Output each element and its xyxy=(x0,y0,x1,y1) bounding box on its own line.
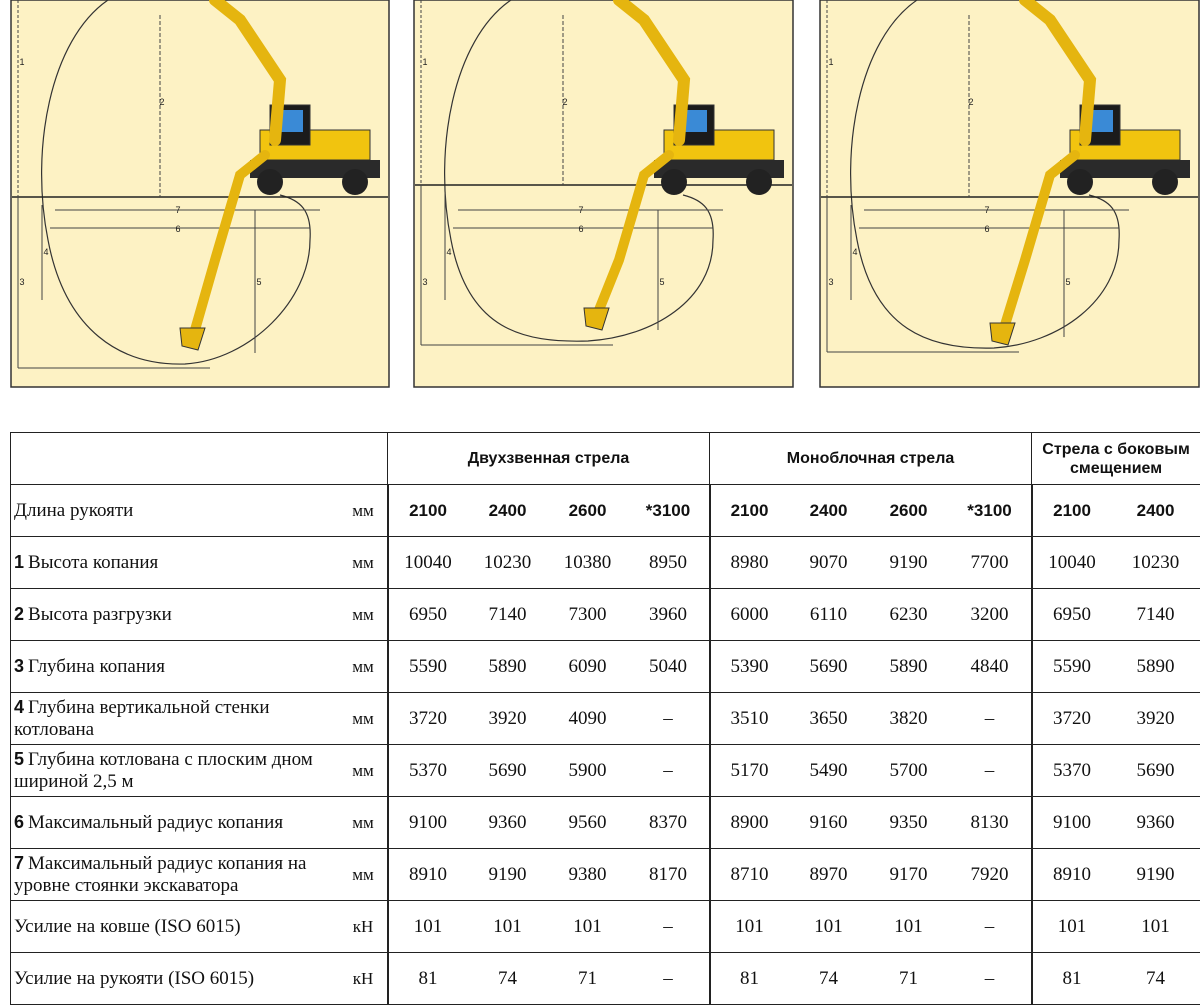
spec-row-number: 7 xyxy=(14,853,24,873)
spec-value-cell: 74 xyxy=(1112,953,1200,1005)
dimension-marker-6: 6 xyxy=(984,224,989,234)
spec-row-label: Глубина вертикальной стенки котлована xyxy=(14,697,270,740)
arm-length-unit: мм xyxy=(340,485,388,537)
spec-value-cell: 3650 xyxy=(789,693,869,745)
group-header-two-piece-boom: Двухзвенная стрела xyxy=(388,433,710,485)
spec-value-cell: 7920 xyxy=(949,849,1032,901)
spec-value-cell: 6950 xyxy=(1032,589,1112,641)
spec-row xyxy=(11,953,1200,1005)
spec-value-cell: 3960 xyxy=(628,589,710,641)
spec-row-number: 2 xyxy=(14,604,24,624)
spec-value-cell: 7140 xyxy=(468,589,548,641)
spec-value-cell: 101 xyxy=(869,901,949,953)
spec-value-cell: 9160 xyxy=(789,797,869,849)
spec-value-cell: 7300 xyxy=(548,589,628,641)
spec-value-cell: 9100 xyxy=(388,797,468,849)
spec-value-cell: 8370 xyxy=(628,797,710,849)
spec-value-cell: 6950 xyxy=(388,589,468,641)
spec-value-cell: 5690 xyxy=(468,745,548,797)
spec-row-number: 4 xyxy=(14,697,24,717)
spec-row-label: Максимальный радиус копания xyxy=(28,812,283,833)
arm-length-value: 2600 xyxy=(869,485,949,537)
working-range-diagram-2 xyxy=(413,0,794,388)
spec-value-cell: 3510 xyxy=(710,693,789,745)
spec-value-cell: 9380 xyxy=(548,849,628,901)
dimension-marker-5: 5 xyxy=(256,277,261,287)
spec-value-cell: – xyxy=(628,953,710,1005)
spec-value-cell: 5590 xyxy=(1032,641,1112,693)
arm-length-value: *3100 xyxy=(628,485,710,537)
excavator-wheel xyxy=(746,169,772,195)
working-range-diagram-1 xyxy=(10,0,390,388)
spec-value-cell: 71 xyxy=(548,953,628,1005)
spec-value-cell: 5690 xyxy=(789,641,869,693)
spec-row-unit: мм xyxy=(340,641,388,693)
spec-value-cell: 4840 xyxy=(949,641,1032,693)
arm-length-label: Длина рукояти xyxy=(11,485,340,537)
spec-value-cell: 101 xyxy=(468,901,548,953)
spec-value-cell: 10230 xyxy=(1112,537,1200,589)
excavator-wheel xyxy=(257,169,283,195)
spec-value-cell: 81 xyxy=(1032,953,1112,1005)
spec-value-cell: 10040 xyxy=(1032,537,1112,589)
dimension-marker-2: 2 xyxy=(159,97,164,107)
spec-row-label-cell xyxy=(11,901,340,953)
spec-value-cell: 8130 xyxy=(949,797,1032,849)
arm-length-row xyxy=(11,485,1200,537)
arm-length-value: 2100 xyxy=(710,485,789,537)
spec-row-label: Глубина котлована с плоским дном шириной 2,5 м xyxy=(14,749,313,792)
spec-row-label: Глубина копания xyxy=(28,656,165,677)
spec-row-unit: кН xyxy=(340,953,388,1005)
spec-row-label: Усилие на рукояти (ISO 6015) xyxy=(14,968,254,989)
spec-row-number: 3 xyxy=(14,656,24,676)
spec-value-cell: 6230 xyxy=(869,589,949,641)
spec-row-unit: мм xyxy=(340,745,388,797)
spec-value-cell: 10230 xyxy=(468,537,548,589)
spec-value-cell: 10380 xyxy=(548,537,628,589)
spec-value-cell: 5490 xyxy=(789,745,869,797)
group-header-mono-boom: Моноблочная стрела xyxy=(710,433,1032,485)
specifications-table xyxy=(10,432,1200,1005)
spec-value-cell: 3720 xyxy=(388,693,468,745)
spec-row-label-cell xyxy=(11,537,340,589)
spec-value-cell: 9070 xyxy=(789,537,869,589)
spec-value-cell: 8170 xyxy=(628,849,710,901)
dimension-marker-7: 7 xyxy=(984,205,989,215)
spec-value-cell: – xyxy=(628,901,710,953)
excavator-wheel xyxy=(661,169,687,195)
spec-row-label: Максимальный радиус копания на уровне стоянки экскаватора xyxy=(14,853,306,896)
spec-row-unit: мм xyxy=(340,849,388,901)
excavator-wheel xyxy=(342,169,368,195)
dimension-marker-3: 3 xyxy=(422,277,427,287)
dimension-marker-1: 1 xyxy=(422,57,427,67)
spec-value-cell: 5890 xyxy=(869,641,949,693)
dimension-marker-5: 5 xyxy=(659,277,664,287)
spec-value-cell: 74 xyxy=(468,953,548,1005)
dimension-marker-7: 7 xyxy=(175,205,180,215)
spec-row-label-cell xyxy=(11,745,340,797)
spec-value-cell: 8910 xyxy=(388,849,468,901)
spec-row-number: 6 xyxy=(14,812,24,832)
spec-value-cell: 7700 xyxy=(949,537,1032,589)
spec-value-cell: 7140 xyxy=(1112,589,1200,641)
spec-value-cell: 9360 xyxy=(468,797,548,849)
spec-row xyxy=(11,901,1200,953)
spec-row-label: Высота разгрузки xyxy=(28,604,172,625)
excavator-wheel xyxy=(1067,169,1093,195)
arm-length-value: 2400 xyxy=(468,485,548,537)
spec-row-label: Высота копания xyxy=(28,552,158,573)
spec-value-cell: 101 xyxy=(710,901,789,953)
spec-value-cell: 8980 xyxy=(710,537,789,589)
spec-row-number: 1 xyxy=(14,552,24,572)
diagram-canvas xyxy=(10,0,390,388)
spec-value-cell: 6110 xyxy=(789,589,869,641)
group-header-row xyxy=(11,433,1200,485)
spec-value-cell: 8900 xyxy=(710,797,789,849)
spec-value-cell: 6000 xyxy=(710,589,789,641)
spec-value-cell: 5590 xyxy=(388,641,468,693)
spec-value-cell: 101 xyxy=(789,901,869,953)
dimension-marker-4: 4 xyxy=(852,247,857,257)
spec-row xyxy=(11,745,1200,797)
spec-value-cell: 8970 xyxy=(789,849,869,901)
spec-value-cell: 9170 xyxy=(869,849,949,901)
spec-value-cell: 9100 xyxy=(1032,797,1112,849)
spec-row-label-cell xyxy=(11,849,340,901)
diagram-background xyxy=(414,0,793,387)
dimension-marker-6: 6 xyxy=(175,224,180,234)
dimension-marker-4: 4 xyxy=(43,247,48,257)
spec-row xyxy=(11,849,1200,901)
excavator-wheel xyxy=(1152,169,1178,195)
spec-row xyxy=(11,589,1200,641)
spec-value-cell: 101 xyxy=(388,901,468,953)
spec-value-cell: 9190 xyxy=(1112,849,1200,901)
dimension-marker-3: 3 xyxy=(828,277,833,287)
dimension-marker-2: 2 xyxy=(562,97,567,107)
dimension-marker-4: 4 xyxy=(446,247,451,257)
spec-row-label-cell xyxy=(11,589,340,641)
spec-value-cell: 5040 xyxy=(628,641,710,693)
spec-value-cell: – xyxy=(949,693,1032,745)
arm-length-value: 2600 xyxy=(548,485,628,537)
spec-value-cell: 101 xyxy=(1112,901,1200,953)
spec-value-cell: 5170 xyxy=(710,745,789,797)
spec-row-label-cell xyxy=(11,641,340,693)
spec-value-cell: 81 xyxy=(388,953,468,1005)
group-header-offset-boom: Стрела с боковым смещением xyxy=(1032,433,1200,485)
spec-value-cell: 3720 xyxy=(1032,693,1112,745)
spec-value-cell: 74 xyxy=(789,953,869,1005)
spec-row-unit: кН xyxy=(340,901,388,953)
dimension-marker-1: 1 xyxy=(19,57,24,67)
spec-row-unit: мм xyxy=(340,589,388,641)
spec-value-cell: – xyxy=(949,953,1032,1005)
spec-row-unit: мм xyxy=(340,797,388,849)
dimension-marker-2: 2 xyxy=(968,97,973,107)
arm-length-value: 2400 xyxy=(789,485,869,537)
spec-value-cell: – xyxy=(949,745,1032,797)
dimension-marker-5: 5 xyxy=(1065,277,1070,287)
spec-value-cell: 9560 xyxy=(548,797,628,849)
spec-value-cell: 8710 xyxy=(710,849,789,901)
arm-length-value: 2400 xyxy=(1112,485,1200,537)
spec-row-unit: мм xyxy=(340,537,388,589)
spec-row-label-cell xyxy=(11,693,340,745)
spec-row xyxy=(11,537,1200,589)
spec-value-cell: – xyxy=(628,693,710,745)
spec-value-cell: 3920 xyxy=(468,693,548,745)
spec-row xyxy=(11,693,1200,745)
spec-row-label-cell xyxy=(11,797,340,849)
spec-value-cell: 8910 xyxy=(1032,849,1112,901)
spec-value-cell: 81 xyxy=(710,953,789,1005)
spec-value-cell: 5370 xyxy=(388,745,468,797)
arm-length-value: 2100 xyxy=(388,485,468,537)
working-range-diagram-3 xyxy=(819,0,1200,388)
spec-value-cell: 5700 xyxy=(869,745,949,797)
arm-length-value: 2100 xyxy=(1032,485,1112,537)
header-empty-cell xyxy=(11,433,388,485)
arm-length-value: *3100 xyxy=(949,485,1032,537)
spec-value-cell: 5390 xyxy=(710,641,789,693)
spec-row-label-cell xyxy=(11,953,340,1005)
diagram-canvas xyxy=(413,0,794,388)
spec-value-cell: – xyxy=(949,901,1032,953)
spec-value-cell: 9350 xyxy=(869,797,949,849)
spec-value-cell: 3820 xyxy=(869,693,949,745)
spec-value-cell: 9360 xyxy=(1112,797,1200,849)
spec-row xyxy=(11,641,1200,693)
spec-row-number: 5 xyxy=(14,749,24,769)
spec-value-cell: 5370 xyxy=(1032,745,1112,797)
spec-value-cell: 5900 xyxy=(548,745,628,797)
dimension-marker-6: 6 xyxy=(578,224,583,234)
spec-value-cell: 9190 xyxy=(468,849,548,901)
spec-value-cell: 101 xyxy=(548,901,628,953)
spec-value-cell: 10040 xyxy=(388,537,468,589)
spec-row xyxy=(11,797,1200,849)
spec-value-cell: – xyxy=(628,745,710,797)
dimension-marker-1: 1 xyxy=(828,57,833,67)
spec-row-unit: мм xyxy=(340,693,388,745)
dimension-marker-3: 3 xyxy=(19,277,24,287)
spec-row-label: Усилие на ковше (ISO 6015) xyxy=(14,916,241,937)
dimension-marker-7: 7 xyxy=(578,205,583,215)
spec-value-cell: 6090 xyxy=(548,641,628,693)
spec-value-cell: 3920 xyxy=(1112,693,1200,745)
spec-value-cell: 5890 xyxy=(468,641,548,693)
spec-value-cell: 9190 xyxy=(869,537,949,589)
spec-value-cell: 8950 xyxy=(628,537,710,589)
spec-value-cell: 71 xyxy=(869,953,949,1005)
spec-value-cell: 3200 xyxy=(949,589,1032,641)
spec-value-cell: 5890 xyxy=(1112,641,1200,693)
diagram-canvas xyxy=(819,0,1200,388)
spec-value-cell: 4090 xyxy=(548,693,628,745)
spec-value-cell: 101 xyxy=(1032,901,1112,953)
spec-value-cell: 5690 xyxy=(1112,745,1200,797)
